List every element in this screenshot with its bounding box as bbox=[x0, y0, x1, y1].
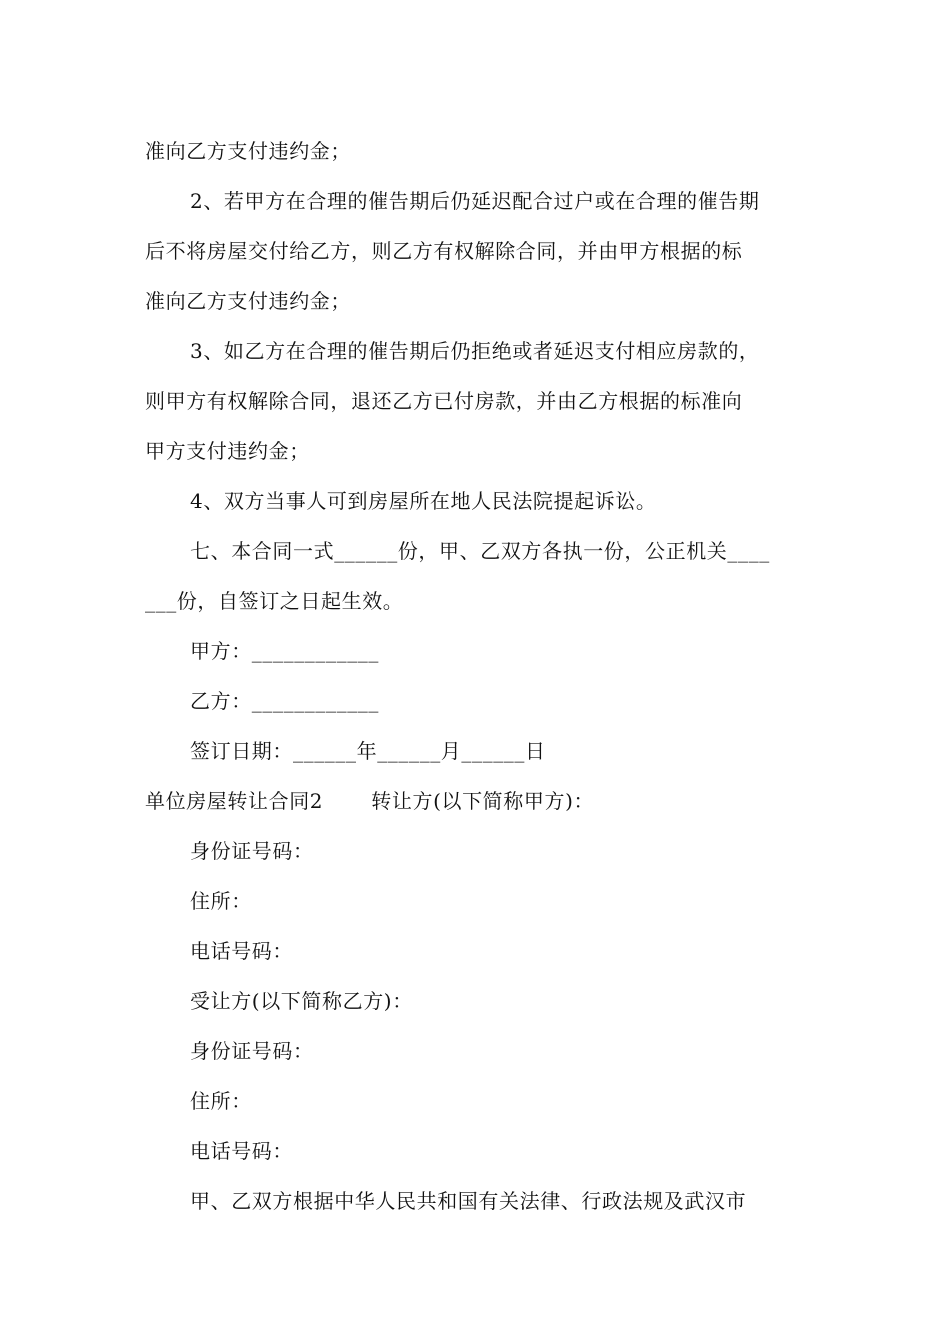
transferor-address: 住所： bbox=[190, 889, 252, 913]
text-line-1: 准向乙方支付违约金； bbox=[145, 139, 351, 163]
transferor-phone: 电话号码： bbox=[190, 939, 293, 963]
section-7-line-2: ___份，自签订之日起生效。 bbox=[145, 589, 404, 613]
clause-3-line-3: 甲方支付违约金； bbox=[145, 439, 310, 463]
preamble-line-1: 甲、乙双方根据中华人民共和国有关法律、行政法规及武汉市 bbox=[190, 1189, 747, 1213]
clause-3-line-1: 3、如乙方在合理的催告期后仍拒绝或者延迟支付相应房款的， bbox=[190, 339, 760, 363]
clause-3-line-2: 则甲方有权解除合同，退还乙方已付房款，并由乙方根据的标准向 bbox=[145, 389, 743, 413]
transferee-phone: 电话号码： bbox=[190, 1139, 293, 1163]
transferee-heading: 受让方(以下简称乙方)： bbox=[190, 989, 413, 1013]
clause-2-line-3: 准向乙方支付违约金； bbox=[145, 289, 351, 313]
contract-2-title: 单位房屋转让合同2 转让方(以下简称甲方)： bbox=[145, 789, 595, 813]
transferor-id-number: 身份证号码： bbox=[190, 839, 314, 863]
clause-2-line-1: 2、若甲方在合理的催告期后仍延迟配合过户或在合理的催告期 bbox=[190, 189, 760, 213]
clause-2-line-2: 后不将房屋交付给乙方，则乙方有权解除合同，并由甲方根据的标 bbox=[145, 239, 743, 263]
clause-4: 4、双方当事人可到房屋所在地人民法院提起诉讼。 bbox=[190, 489, 657, 513]
party-b-signature: 乙方：____________ bbox=[190, 689, 379, 713]
signing-date: 签订日期：______年______月______日 bbox=[190, 739, 546, 763]
section-7-line-1: 七、本合同一式______份，甲、乙双方各执一份，公正机关____ bbox=[190, 539, 770, 563]
party-a-signature: 甲方：____________ bbox=[190, 639, 379, 663]
transferee-id-number: 身份证号码： bbox=[190, 1039, 314, 1063]
transferee-address: 住所： bbox=[190, 1089, 252, 1113]
